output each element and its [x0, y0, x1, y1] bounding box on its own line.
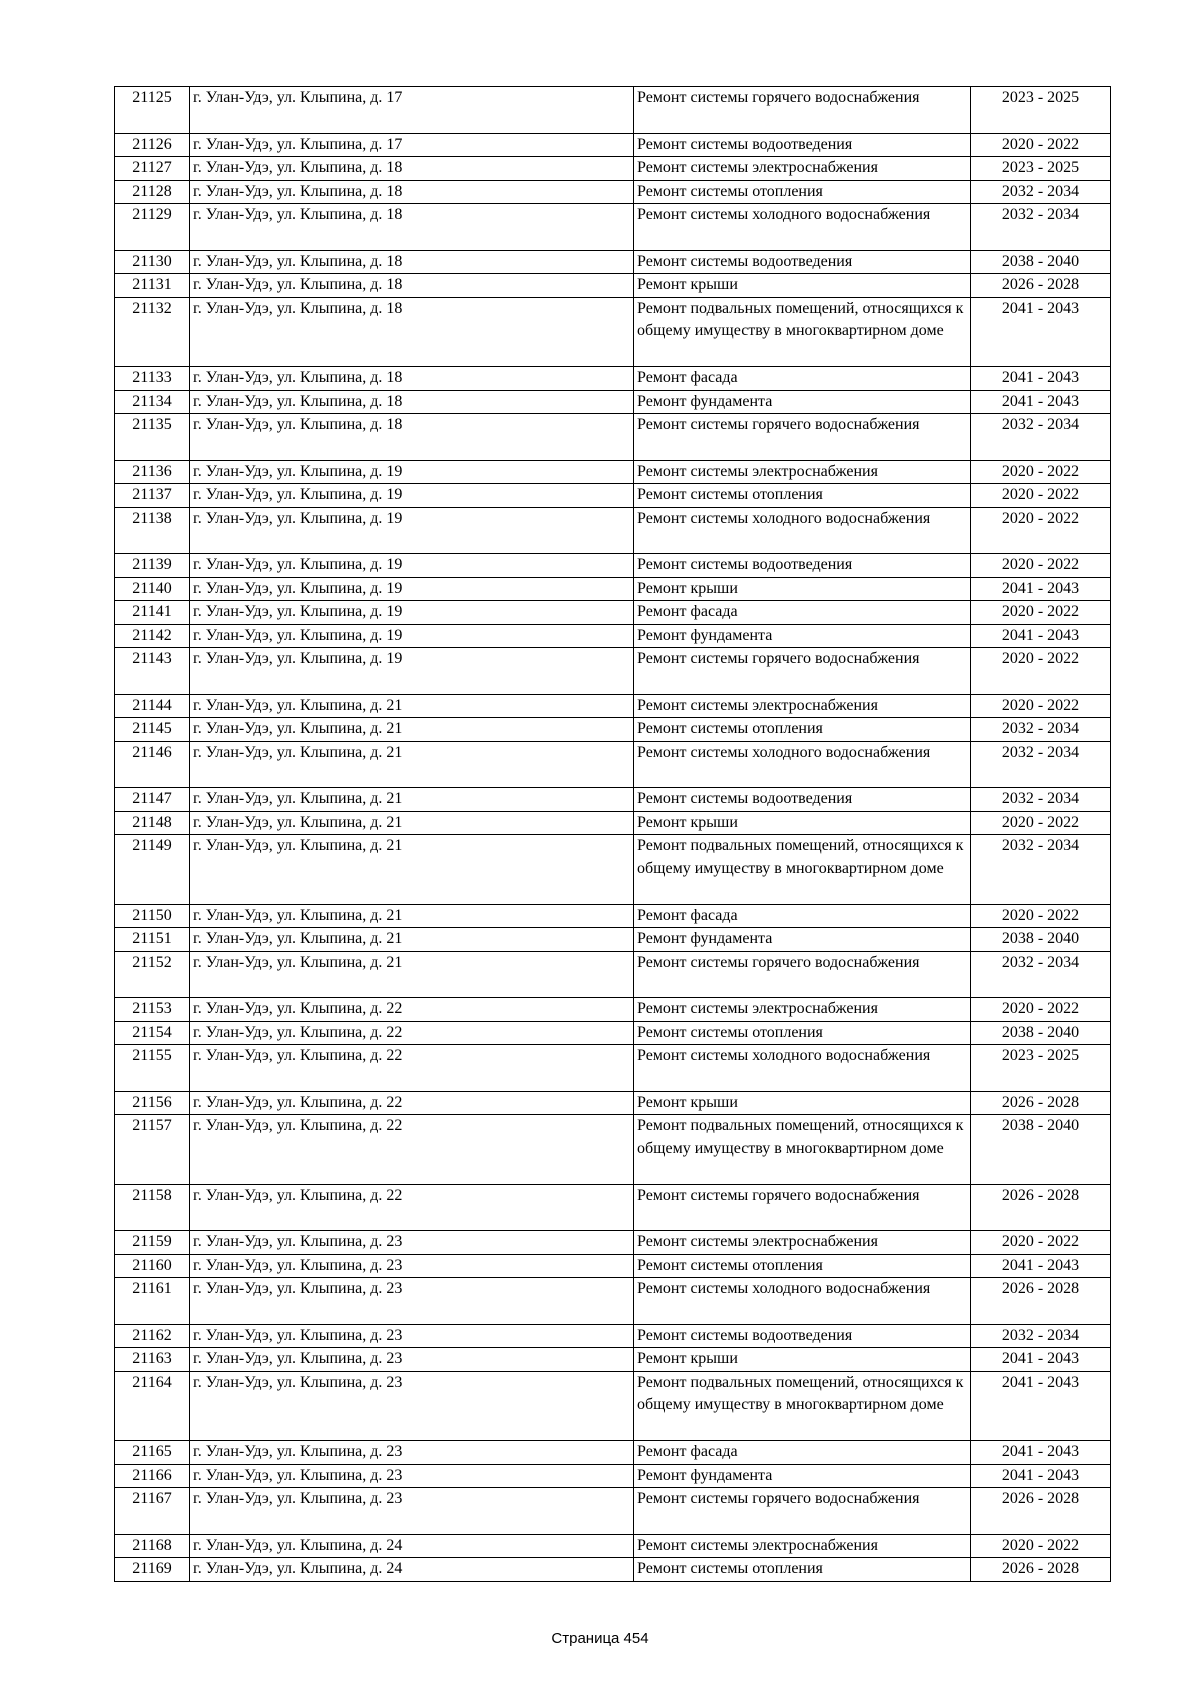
period-cell: 2032 - 2034: [971, 204, 1111, 251]
period-cell: 2026 - 2028: [971, 1278, 1111, 1325]
row-id-cell: 21167: [115, 1488, 190, 1535]
period-cell: 2026 - 2028: [971, 274, 1111, 298]
table-row: [115, 367, 1111, 391]
table-row: [115, 601, 1111, 625]
address-cell: г. Улан-Удэ, ул. Клыпина, д. 23: [190, 1324, 634, 1348]
row-id-cell: 21160: [115, 1254, 190, 1278]
work-type-cell: Ремонт фасада: [634, 1441, 971, 1465]
table-row: [115, 811, 1111, 835]
address-cell: г. Улан-Удэ, ул. Клыпина, д. 19: [190, 648, 634, 695]
period-cell: 2026 - 2028: [971, 1184, 1111, 1231]
row-id-cell: 21153: [115, 998, 190, 1022]
period-cell: 2020 - 2022: [971, 811, 1111, 835]
row-id-cell: 21149: [115, 835, 190, 905]
address-cell: г. Улан-Удэ, ул. Клыпина, д. 19: [190, 484, 634, 508]
period-cell: 2026 - 2028: [971, 1558, 1111, 1582]
row-id-cell: 21138: [115, 507, 190, 554]
work-type-cell: Ремонт системы отопления: [634, 1254, 971, 1278]
row-id-cell: 21132: [115, 297, 190, 367]
work-type-cell: Ремонт крыши: [634, 1091, 971, 1115]
row-id-cell: 21135: [115, 414, 190, 461]
address-cell: г. Улан-Удэ, ул. Клыпина, д. 21: [190, 835, 634, 905]
work-type-cell: Ремонт системы горячего водоснабжения: [634, 951, 971, 998]
row-id-cell: 21152: [115, 951, 190, 998]
period-cell: 2041 - 2043: [971, 577, 1111, 601]
table-row: [115, 250, 1111, 274]
address-cell: г. Улан-Удэ, ул. Клыпина, д. 21: [190, 741, 634, 788]
repair-schedule-table: [114, 86, 1111, 1582]
table-row: [115, 998, 1111, 1022]
table-row: [115, 157, 1111, 181]
period-cell: 2032 - 2034: [971, 788, 1111, 812]
address-cell: г. Улан-Удэ, ул. Клыпина, д. 22: [190, 1184, 634, 1231]
row-id-cell: 21129: [115, 204, 190, 251]
row-id-cell: 21128: [115, 180, 190, 204]
row-id-cell: 21127: [115, 157, 190, 181]
row-id-cell: 21158: [115, 1184, 190, 1231]
row-id-cell: 21164: [115, 1371, 190, 1441]
row-id-cell: 21144: [115, 694, 190, 718]
table-row: [115, 1278, 1111, 1325]
table-row: [115, 554, 1111, 578]
period-cell: 2038 - 2040: [971, 1021, 1111, 1045]
address-cell: г. Улан-Удэ, ул. Клыпина, д. 19: [190, 601, 634, 625]
work-type-cell: Ремонт системы водоотведения: [634, 554, 971, 578]
table-row: [115, 951, 1111, 998]
work-type-cell: Ремонт системы отопления: [634, 1558, 971, 1582]
table-row: [115, 694, 1111, 718]
table-row: [115, 835, 1111, 905]
table-row: [115, 1231, 1111, 1255]
work-type-cell: Ремонт системы электроснабжения: [634, 694, 971, 718]
row-id-cell: 21161: [115, 1278, 190, 1325]
table-row: [115, 1115, 1111, 1185]
table-row: [115, 718, 1111, 742]
work-type-cell: Ремонт фундамента: [634, 1464, 971, 1488]
period-cell: 2023 - 2025: [971, 157, 1111, 181]
work-type-cell: Ремонт подвальных помещений, относящихся к общему имуществу в многоквартирном доме: [634, 835, 971, 905]
row-id-cell: 21151: [115, 928, 190, 952]
table-row: [115, 297, 1111, 367]
address-cell: г. Улан-Удэ, ул. Клыпина, д. 18: [190, 367, 634, 391]
period-cell: 2041 - 2043: [971, 624, 1111, 648]
period-cell: 2041 - 2043: [971, 367, 1111, 391]
work-type-cell: Ремонт системы горячего водоснабжения: [634, 414, 971, 461]
address-cell: г. Улан-Удэ, ул. Клыпина, д. 18: [190, 274, 634, 298]
work-type-cell: Ремонт фундамента: [634, 624, 971, 648]
period-cell: 2041 - 2043: [971, 1348, 1111, 1372]
period-cell: 2032 - 2034: [971, 718, 1111, 742]
row-id-cell: 21142: [115, 624, 190, 648]
table-row: [115, 1045, 1111, 1092]
work-type-cell: Ремонт системы электроснабжения: [634, 1231, 971, 1255]
row-id-cell: 21166: [115, 1464, 190, 1488]
work-type-cell: Ремонт системы водоотведения: [634, 250, 971, 274]
work-type-cell: Ремонт системы электроснабжения: [634, 460, 971, 484]
period-cell: 2038 - 2040: [971, 250, 1111, 274]
table-row: [115, 1488, 1111, 1535]
work-type-cell: Ремонт системы отопления: [634, 1021, 971, 1045]
address-cell: г. Улан-Удэ, ул. Клыпина, д. 21: [190, 788, 634, 812]
address-cell: г. Улан-Удэ, ул. Клыпина, д. 23: [190, 1254, 634, 1278]
period-cell: 2023 - 2025: [971, 87, 1111, 134]
work-type-cell: Ремонт фасада: [634, 367, 971, 391]
address-cell: г. Улан-Удэ, ул. Клыпина, д. 23: [190, 1348, 634, 1372]
period-cell: 2026 - 2028: [971, 1488, 1111, 1535]
row-id-cell: 21148: [115, 811, 190, 835]
period-cell: 2038 - 2040: [971, 928, 1111, 952]
work-type-cell: Ремонт системы холодного водоснабжения: [634, 507, 971, 554]
period-cell: 2020 - 2022: [971, 648, 1111, 695]
table-row: [115, 484, 1111, 508]
table-row: [115, 1324, 1111, 1348]
address-cell: г. Улан-Удэ, ул. Клыпина, д. 17: [190, 133, 634, 157]
address-cell: г. Улан-Удэ, ул. Клыпина, д. 21: [190, 951, 634, 998]
work-type-cell: Ремонт крыши: [634, 274, 971, 298]
work-type-cell: Ремонт системы отопления: [634, 718, 971, 742]
period-cell: 2041 - 2043: [971, 1441, 1111, 1465]
table-row: [115, 1021, 1111, 1045]
work-type-cell: Ремонт системы горячего водоснабжения: [634, 1184, 971, 1231]
work-type-cell: Ремонт системы водоотведения: [634, 133, 971, 157]
period-cell: 2020 - 2022: [971, 1231, 1111, 1255]
address-cell: г. Улан-Удэ, ул. Клыпина, д. 21: [190, 718, 634, 742]
table-row: [115, 1534, 1111, 1558]
address-cell: г. Улан-Удэ, ул. Клыпина, д. 19: [190, 624, 634, 648]
work-type-cell: Ремонт системы отопления: [634, 180, 971, 204]
address-cell: г. Улан-Удэ, ул. Клыпина, д. 22: [190, 1045, 634, 1092]
address-cell: г. Улан-Удэ, ул. Клыпина, д. 18: [190, 250, 634, 274]
table-row: [115, 1464, 1111, 1488]
period-cell: 2020 - 2022: [971, 1534, 1111, 1558]
row-id-cell: 21136: [115, 460, 190, 484]
period-cell: 2020 - 2022: [971, 507, 1111, 554]
table-row: [115, 204, 1111, 251]
table-row: [115, 577, 1111, 601]
work-type-cell: Ремонт фасада: [634, 904, 971, 928]
table-row: [115, 928, 1111, 952]
table-row: [115, 390, 1111, 414]
work-type-cell: Ремонт системы электроснабжения: [634, 1534, 971, 1558]
table-row: [115, 460, 1111, 484]
address-cell: г. Улан-Удэ, ул. Клыпина, д. 23: [190, 1371, 634, 1441]
work-type-cell: Ремонт системы водоотведения: [634, 788, 971, 812]
period-cell: 2032 - 2034: [971, 951, 1111, 998]
period-cell: 2020 - 2022: [971, 904, 1111, 928]
address-cell: г. Улан-Удэ, ул. Клыпина, д. 18: [190, 297, 634, 367]
period-cell: 2020 - 2022: [971, 554, 1111, 578]
work-type-cell: Ремонт системы холодного водоснабжения: [634, 741, 971, 788]
row-id-cell: 21139: [115, 554, 190, 578]
work-type-cell: Ремонт фундамента: [634, 390, 971, 414]
table-row: [115, 648, 1111, 695]
table-row: [115, 507, 1111, 554]
work-type-cell: Ремонт подвальных помещений, относящихся к общему имуществу в многоквартирном доме: [634, 1115, 971, 1185]
period-cell: 2041 - 2043: [971, 1464, 1111, 1488]
address-cell: г. Улан-Удэ, ул. Клыпина, д. 19: [190, 507, 634, 554]
table-row: [115, 414, 1111, 461]
table-row: [115, 1091, 1111, 1115]
row-id-cell: 21137: [115, 484, 190, 508]
table-row: [115, 741, 1111, 788]
row-id-cell: 21147: [115, 788, 190, 812]
work-type-cell: Ремонт системы электроснабжения: [634, 998, 971, 1022]
row-id-cell: 21150: [115, 904, 190, 928]
period-cell: 2023 - 2025: [971, 1045, 1111, 1092]
period-cell: 2020 - 2022: [971, 133, 1111, 157]
work-type-cell: Ремонт фундамента: [634, 928, 971, 952]
table-row: [115, 1184, 1111, 1231]
work-type-cell: Ремонт системы горячего водоснабжения: [634, 648, 971, 695]
row-id-cell: 21131: [115, 274, 190, 298]
work-type-cell: Ремонт подвальных помещений, относящихся к общему имуществу в многоквартирном доме: [634, 1371, 971, 1441]
work-type-cell: Ремонт крыши: [634, 1348, 971, 1372]
period-cell: 2020 - 2022: [971, 484, 1111, 508]
address-cell: г. Улан-Удэ, ул. Клыпина, д. 23: [190, 1278, 634, 1325]
period-cell: 2020 - 2022: [971, 460, 1111, 484]
table-row: [115, 180, 1111, 204]
row-id-cell: 21169: [115, 1558, 190, 1582]
address-cell: г. Улан-Удэ, ул. Клыпина, д. 19: [190, 460, 634, 484]
row-id-cell: 21130: [115, 250, 190, 274]
period-cell: 2020 - 2022: [971, 998, 1111, 1022]
repair-schedule-body: [115, 87, 1111, 1582]
period-cell: 2020 - 2022: [971, 694, 1111, 718]
row-id-cell: 21155: [115, 1045, 190, 1092]
address-cell: г. Улан-Удэ, ул. Клыпина, д. 18: [190, 414, 634, 461]
table-row: [115, 274, 1111, 298]
row-id-cell: 21133: [115, 367, 190, 391]
row-id-cell: 21159: [115, 1231, 190, 1255]
address-cell: г. Улан-Удэ, ул. Клыпина, д. 23: [190, 1464, 634, 1488]
work-type-cell: Ремонт системы горячего водоснабжения: [634, 87, 971, 134]
table-row: [115, 1441, 1111, 1465]
address-cell: г. Улан-Удэ, ул. Клыпина, д. 18: [190, 390, 634, 414]
row-id-cell: 21134: [115, 390, 190, 414]
table-row: [115, 1254, 1111, 1278]
row-id-cell: 21146: [115, 741, 190, 788]
table-row: [115, 1371, 1111, 1441]
table-row: [115, 87, 1111, 134]
work-type-cell: Ремонт крыши: [634, 811, 971, 835]
table-row: [115, 624, 1111, 648]
address-cell: г. Улан-Удэ, ул. Клыпина, д. 23: [190, 1231, 634, 1255]
work-type-cell: Ремонт системы холодного водоснабжения: [634, 1045, 971, 1092]
address-cell: г. Улан-Удэ, ул. Клыпина, д. 18: [190, 204, 634, 251]
row-id-cell: 21141: [115, 601, 190, 625]
period-cell: 2041 - 2043: [971, 1371, 1111, 1441]
work-type-cell: Ремонт крыши: [634, 577, 971, 601]
table-row: [115, 1558, 1111, 1582]
address-cell: г. Улан-Удэ, ул. Клыпина, д. 24: [190, 1558, 634, 1582]
address-cell: г. Улан-Удэ, ул. Клыпина, д. 19: [190, 554, 634, 578]
row-id-cell: 21168: [115, 1534, 190, 1558]
row-id-cell: 21154: [115, 1021, 190, 1045]
period-cell: 2032 - 2034: [971, 414, 1111, 461]
row-id-cell: 21125: [115, 87, 190, 134]
address-cell: г. Улан-Удэ, ул. Клыпина, д. 22: [190, 998, 634, 1022]
address-cell: г. Улан-Удэ, ул. Клыпина, д. 22: [190, 1091, 634, 1115]
address-cell: г. Улан-Удэ, ул. Клыпина, д. 23: [190, 1441, 634, 1465]
table-row: [115, 133, 1111, 157]
period-cell: 2032 - 2034: [971, 741, 1111, 788]
row-id-cell: 21140: [115, 577, 190, 601]
period-cell: 2020 - 2022: [971, 601, 1111, 625]
work-type-cell: Ремонт системы водоотведения: [634, 1324, 971, 1348]
period-cell: 2032 - 2034: [971, 180, 1111, 204]
address-cell: г. Улан-Удэ, ул. Клыпина, д. 22: [190, 1115, 634, 1185]
address-cell: г. Улан-Удэ, ул. Клыпина, д. 19: [190, 577, 634, 601]
address-cell: г. Улан-Удэ, ул. Клыпина, д. 23: [190, 1488, 634, 1535]
address-cell: г. Улан-Удэ, ул. Клыпина, д. 24: [190, 1534, 634, 1558]
table-row: [115, 1348, 1111, 1372]
row-id-cell: 21165: [115, 1441, 190, 1465]
address-cell: г. Улан-Удэ, ул. Клыпина, д. 17: [190, 87, 634, 134]
work-type-cell: Ремонт системы холодного водоснабжения: [634, 204, 971, 251]
period-cell: 2032 - 2034: [971, 835, 1111, 905]
row-id-cell: 21162: [115, 1324, 190, 1348]
row-id-cell: 21145: [115, 718, 190, 742]
period-cell: 2032 - 2034: [971, 1324, 1111, 1348]
work-type-cell: Ремонт системы электроснабжения: [634, 157, 971, 181]
work-type-cell: Ремонт фасада: [634, 601, 971, 625]
work-type-cell: Ремонт подвальных помещений, относящихся к общему имуществу в многоквартирном доме: [634, 297, 971, 367]
period-cell: 2038 - 2040: [971, 1115, 1111, 1185]
work-type-cell: Ремонт системы горячего водоснабжения: [634, 1488, 971, 1535]
period-cell: 2041 - 2043: [971, 297, 1111, 367]
address-cell: г. Улан-Удэ, ул. Клыпина, д. 21: [190, 928, 634, 952]
period-cell: 2041 - 2043: [971, 390, 1111, 414]
page-number: Страница 454: [551, 1630, 649, 1647]
address-cell: г. Улан-Удэ, ул. Клыпина, д. 21: [190, 811, 634, 835]
address-cell: г. Улан-Удэ, ул. Клыпина, д. 22: [190, 1021, 634, 1045]
table-row: [115, 904, 1111, 928]
row-id-cell: 21157: [115, 1115, 190, 1185]
work-type-cell: Ремонт системы отопления: [634, 484, 971, 508]
address-cell: г. Улан-Удэ, ул. Клыпина, д. 18: [190, 180, 634, 204]
period-cell: 2026 - 2028: [971, 1091, 1111, 1115]
row-id-cell: 21126: [115, 133, 190, 157]
work-type-cell: Ремонт системы холодного водоснабжения: [634, 1278, 971, 1325]
period-cell: 2041 - 2043: [971, 1254, 1111, 1278]
address-cell: г. Улан-Удэ, ул. Клыпина, д. 18: [190, 157, 634, 181]
row-id-cell: 21156: [115, 1091, 190, 1115]
row-id-cell: 21163: [115, 1348, 190, 1372]
address-cell: г. Улан-Удэ, ул. Клыпина, д. 21: [190, 694, 634, 718]
table-row: [115, 788, 1111, 812]
address-cell: г. Улан-Удэ, ул. Клыпина, д. 21: [190, 904, 634, 928]
row-id-cell: 21143: [115, 648, 190, 695]
